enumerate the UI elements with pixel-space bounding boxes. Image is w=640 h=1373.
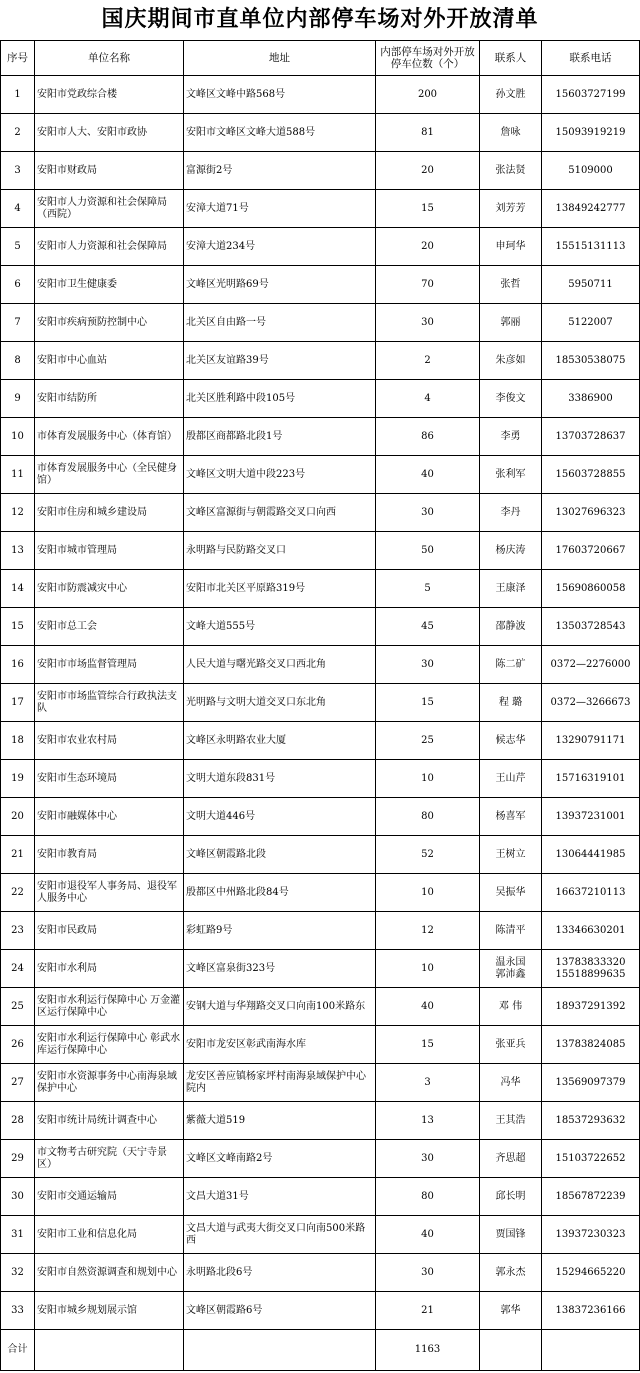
table-row (1, 836, 640, 874)
unit-name: 安阳市水资源事务中心南海泉域保护中心 (35, 1064, 184, 1102)
unit-name: 安阳市城市管理局 (35, 532, 184, 570)
row-number: 18 (1, 722, 35, 760)
contact-person: 李丹 (480, 494, 542, 532)
total-row (1, 1330, 640, 1371)
parking-spaces: 200 (376, 76, 480, 114)
row-number: 20 (1, 798, 35, 836)
table-row (1, 1216, 640, 1254)
parking-spaces: 20 (376, 228, 480, 266)
address: 殷都区商都路北段1号 (184, 418, 376, 456)
parking-spaces: 30 (376, 304, 480, 342)
contact-phone: 0372—2276000 (542, 646, 640, 684)
table-row (1, 380, 640, 418)
row-number: 26 (1, 1026, 35, 1064)
row-number: 11 (1, 456, 35, 494)
contact-person: 申珂华 (480, 228, 542, 266)
unit-name: 安阳市生态环境局 (35, 760, 184, 798)
table-row (1, 570, 640, 608)
unit-name: 安阳市市场监管综合行政执法支队 (35, 684, 184, 722)
table-row (1, 1140, 640, 1178)
address: 文明大道446号 (184, 798, 376, 836)
contact-phone: 13503728543 (542, 608, 640, 646)
table-row (1, 1026, 640, 1064)
table-row (1, 1178, 640, 1216)
unit-name: 安阳市党政综合楼 (35, 76, 184, 114)
unit-name: 安阳市水利运行保障中心 万金灌区运行保障中心 (35, 988, 184, 1026)
contact-person: 张利军 (480, 456, 542, 494)
row-number: 6 (1, 266, 35, 304)
contact-phone: 5109000 (542, 152, 640, 190)
table-row (1, 760, 640, 798)
table-row (1, 494, 640, 532)
address: 光明路与文明大道交叉口东北角 (184, 684, 376, 722)
address: 殷都区中州路北段84号 (184, 874, 376, 912)
contact-person: 陈清平 (480, 912, 542, 950)
table-row (1, 722, 640, 760)
unit-name: 安阳市农业农村局 (35, 722, 184, 760)
row-number: 27 (1, 1064, 35, 1102)
unit-name: 安阳市中心血站 (35, 342, 184, 380)
contact-person: 孙文胜 (480, 76, 542, 114)
unit-name: 安阳市财政局 (35, 152, 184, 190)
contact-phone: 13290791171 (542, 722, 640, 760)
unit-name: 安阳市教育局 (35, 836, 184, 874)
contact-person: 杨庆涛 (480, 532, 542, 570)
contact-phone: 13849242777 (542, 190, 640, 228)
row-number: 12 (1, 494, 35, 532)
contact-person: 贾国锋 (480, 1216, 542, 1254)
unit-name: 安阳市住房和城乡建设局 (35, 494, 184, 532)
contact-person: 朱彦如 (480, 342, 542, 380)
table-row (1, 342, 640, 380)
contact-person: 李勇 (480, 418, 542, 456)
unit-name: 安阳市工业和信息化局 (35, 1216, 184, 1254)
table-row (1, 1064, 640, 1102)
contact-phone: 5950711 (542, 266, 640, 304)
unit-name: 安阳市人大、安阳市政协 (35, 114, 184, 152)
table-row (1, 1254, 640, 1292)
contact-phone-line: 15518899635 (555, 968, 626, 980)
contact-person-line: 温永国 (495, 956, 526, 968)
contact-person: 吴振华 (480, 874, 542, 912)
address: 北关区胜利路中段105号 (184, 380, 376, 418)
table-row (1, 646, 640, 684)
header-no: 序号 (1, 41, 35, 76)
contact-person: 杨喜军 (480, 798, 542, 836)
contact-person: 郭华 (480, 1292, 542, 1330)
contact-phone: 18537293632 (542, 1102, 640, 1140)
address: 龙安区善应镇杨家坪村南海泉域保护中心院内 (184, 1064, 376, 1102)
contact-phone: 15603727199 (542, 76, 640, 114)
table-row (1, 76, 640, 114)
parking-spaces: 40 (376, 1216, 480, 1254)
address: 文峰大道555号 (184, 608, 376, 646)
table-row (1, 190, 640, 228)
row-number: 14 (1, 570, 35, 608)
contact-person: 詹咏 (480, 114, 542, 152)
parking-spaces: 40 (376, 988, 480, 1026)
address: 安阳市龙安区彰武南海水库 (184, 1026, 376, 1064)
contact-person: 冯华 (480, 1064, 542, 1102)
table-row (1, 874, 640, 912)
contact-phone: 13569097379 (542, 1064, 640, 1102)
row-number: 33 (1, 1292, 35, 1330)
address: 安漳大道71号 (184, 190, 376, 228)
contact-phone: 13937230323 (542, 1216, 640, 1254)
contact-person: 邓 伟 (480, 988, 542, 1026)
unit-name: 安阳市结防所 (35, 380, 184, 418)
row-number: 5 (1, 228, 35, 266)
parking-spaces: 3 (376, 1064, 480, 1102)
contact-phone-line: 13783833320 (555, 956, 626, 968)
table-row (1, 608, 640, 646)
contact-person: 王树立 (480, 836, 542, 874)
header-row (1, 41, 640, 76)
table-row (1, 798, 640, 836)
header-spaces: 内部停车场对外开放停车位数（个） (376, 41, 480, 76)
contact-person: 陈二矿 (480, 646, 542, 684)
parking-spaces: 10 (376, 760, 480, 798)
contact-person: 张哲 (480, 266, 542, 304)
parking-spaces: 12 (376, 912, 480, 950)
parking-spaces: 81 (376, 114, 480, 152)
table-row (1, 532, 640, 570)
row-number: 4 (1, 190, 35, 228)
table-row (1, 950, 640, 988)
row-number: 3 (1, 152, 35, 190)
row-number: 19 (1, 760, 35, 798)
row-number: 22 (1, 874, 35, 912)
parking-spaces: 10 (376, 950, 480, 988)
table-row (1, 684, 640, 722)
row-number: 32 (1, 1254, 35, 1292)
row-number: 1 (1, 76, 35, 114)
unit-name: 安阳市城乡规划展示馆 (35, 1292, 184, 1330)
row-number: 8 (1, 342, 35, 380)
unit-name: 安阳市统计局统计调查中心 (35, 1102, 184, 1140)
total-empty-contact (480, 1330, 542, 1371)
contact-phone: 17603720667 (542, 532, 640, 570)
address: 永明路与民防路交叉口 (184, 532, 376, 570)
header-phone: 联系电话 (542, 41, 640, 76)
row-number: 17 (1, 684, 35, 722)
row-number: 23 (1, 912, 35, 950)
contact-phone: 13937231001 (542, 798, 640, 836)
contact-person: 邱长明 (480, 1178, 542, 1216)
address: 文峰区文峰南路2号 (184, 1140, 376, 1178)
unit-name: 安阳市市场监督管理局 (35, 646, 184, 684)
address: 文峰区富源街与朝霞路交叉口向西 (184, 494, 376, 532)
contact-phone: 15103722652 (542, 1140, 640, 1178)
unit-name: 安阳市水利局 (35, 950, 184, 988)
header-contact: 联系人 (480, 41, 542, 76)
row-number: 16 (1, 646, 35, 684)
unit-name: 安阳市人力资源和社会保障局（西院） (35, 190, 184, 228)
table-row (1, 1102, 640, 1140)
unit-name: 安阳市人力资源和社会保障局 (35, 228, 184, 266)
total-empty-unit (35, 1330, 184, 1371)
address: 文昌大道31号 (184, 1178, 376, 1216)
unit-name: 市体育发展服务中心（体育馆） (35, 418, 184, 456)
contact-person (480, 950, 542, 988)
table-row (1, 266, 640, 304)
unit-name: 市体育发展服务中心（全民健身馆） (35, 456, 184, 494)
parking-spaces: 13 (376, 1102, 480, 1140)
table-row (1, 988, 640, 1026)
address: 安阳市文峰区文峰大道588号 (184, 114, 376, 152)
total-empty-address (184, 1330, 376, 1371)
contact-phone: 18937291392 (542, 988, 640, 1026)
table-row (1, 1292, 640, 1330)
unit-name: 安阳市卫生健康委 (35, 266, 184, 304)
row-number: 10 (1, 418, 35, 456)
table-row (1, 228, 640, 266)
contact-person: 李俊文 (480, 380, 542, 418)
parking-spaces: 50 (376, 532, 480, 570)
total-empty-phone (542, 1330, 640, 1371)
address: 文峰区朝霞路北段 (184, 836, 376, 874)
contact-phone (542, 950, 640, 988)
row-number: 2 (1, 114, 35, 152)
parking-spaces: 30 (376, 1254, 480, 1292)
address: 北关区自由路一号 (184, 304, 376, 342)
table-row (1, 152, 640, 190)
parking-spaces: 15 (376, 190, 480, 228)
parking-spaces: 15 (376, 684, 480, 722)
unit-name: 市文物考古研究院（天宁寺景区） (35, 1140, 184, 1178)
contact-person: 郭丽 (480, 304, 542, 342)
address: 永明路北段6号 (184, 1254, 376, 1292)
parking-spaces: 80 (376, 1178, 480, 1216)
unit-name: 安阳市自然资源调查和规划中心 (35, 1254, 184, 1292)
address: 文昌大道与武夷大街交叉口向南500米路西 (184, 1216, 376, 1254)
contact-phone: 13783824085 (542, 1026, 640, 1064)
address: 文峰区文明大道中段223号 (184, 456, 376, 494)
unit-name: 安阳市总工会 (35, 608, 184, 646)
row-number: 9 (1, 380, 35, 418)
parking-spaces: 4 (376, 380, 480, 418)
contact-phone: 13027696323 (542, 494, 640, 532)
total-label: 合计 (1, 1330, 35, 1371)
address: 文峰区文峰中路568号 (184, 76, 376, 114)
header-address: 地址 (184, 41, 376, 76)
parking-spaces: 80 (376, 798, 480, 836)
address: 安漳大道234号 (184, 228, 376, 266)
row-number: 31 (1, 1216, 35, 1254)
parking-spaces: 30 (376, 1140, 480, 1178)
unit-name: 安阳市疾病预防控制中心 (35, 304, 184, 342)
row-number: 13 (1, 532, 35, 570)
address: 安阳市北关区平原路319号 (184, 570, 376, 608)
contact-phone: 13837236166 (542, 1292, 640, 1330)
unit-name: 安阳市水利运行保障中心 彰武水库运行保障中心 (35, 1026, 184, 1064)
address: 文峰区永明路农业大厦 (184, 722, 376, 760)
address: 文明大道东段831号 (184, 760, 376, 798)
unit-name: 安阳市民政局 (35, 912, 184, 950)
contact-person: 候志华 (480, 722, 542, 760)
row-number: 24 (1, 950, 35, 988)
contact-person-line: 郭沛鑫 (495, 968, 526, 980)
row-number: 30 (1, 1178, 35, 1216)
address: 彩虹路9号 (184, 912, 376, 950)
parking-spaces: 86 (376, 418, 480, 456)
contact-person: 刘芳芳 (480, 190, 542, 228)
parking-spaces: 40 (376, 456, 480, 494)
address: 文峰区富泉街323号 (184, 950, 376, 988)
address: 富源街2号 (184, 152, 376, 190)
table-row (1, 418, 640, 456)
contact-person: 王其浩 (480, 1102, 542, 1140)
parking-spaces: 21 (376, 1292, 480, 1330)
address: 安钢大道与华翔路交叉口向南100米路东 (184, 988, 376, 1026)
contact-phone: 15603728855 (542, 456, 640, 494)
unit-name: 安阳市退役军人事务局、退役军人服务中心 (35, 874, 184, 912)
contact-phone: 18530538075 (542, 342, 640, 380)
contact-person: 张法贤 (480, 152, 542, 190)
contact-phone: 15515131113 (542, 228, 640, 266)
parking-spaces: 30 (376, 646, 480, 684)
contact-person: 郭永杰 (480, 1254, 542, 1292)
row-number: 15 (1, 608, 35, 646)
contact-person: 齐思超 (480, 1140, 542, 1178)
row-number: 25 (1, 988, 35, 1026)
contact-phone: 5122007 (542, 304, 640, 342)
row-number: 28 (1, 1102, 35, 1140)
contact-person: 邵静波 (480, 608, 542, 646)
parking-spaces: 20 (376, 152, 480, 190)
contact-phone: 15690860058 (542, 570, 640, 608)
contact-person: 程 璐 (480, 684, 542, 722)
contact-phone: 13703728637 (542, 418, 640, 456)
contact-phone: 13064441985 (542, 836, 640, 874)
table-row (1, 114, 640, 152)
table-body (1, 76, 640, 1330)
contact-phone: 18567872239 (542, 1178, 640, 1216)
total-spaces: 1163 (376, 1330, 480, 1371)
address: 人民大道与曙光路交叉口西北角 (184, 646, 376, 684)
parking-spaces: 70 (376, 266, 480, 304)
contact-person: 张亚兵 (480, 1026, 542, 1064)
parking-spaces: 2 (376, 342, 480, 380)
contact-phone: 16637210113 (542, 874, 640, 912)
parking-spaces: 5 (376, 570, 480, 608)
table-row (1, 912, 640, 950)
row-number: 7 (1, 304, 35, 342)
parking-spaces: 25 (376, 722, 480, 760)
table-row (1, 304, 640, 342)
parking-spaces: 52 (376, 836, 480, 874)
contact-phone: 15294665220 (542, 1254, 640, 1292)
contact-phone: 15716319101 (542, 760, 640, 798)
parking-spaces: 10 (376, 874, 480, 912)
parking-spaces: 30 (376, 494, 480, 532)
address: 紫薇大道519 (184, 1102, 376, 1140)
contact-phone: 15093919219 (542, 114, 640, 152)
unit-name: 安阳市交通运输局 (35, 1178, 184, 1216)
contact-phone: 0372—3266673 (542, 684, 640, 722)
contact-person: 王山芹 (480, 760, 542, 798)
row-number: 21 (1, 836, 35, 874)
contact-person: 王康泽 (480, 570, 542, 608)
parking-spaces: 45 (376, 608, 480, 646)
row-number: 29 (1, 1140, 35, 1178)
unit-name: 安阳市融媒体中心 (35, 798, 184, 836)
table-row (1, 456, 640, 494)
document-title: 国庆期间市直单位内部停车场对外开放清单 (101, 7, 539, 32)
unit-name: 安阳市防震减灾中心 (35, 570, 184, 608)
contact-phone: 13346630201 (542, 912, 640, 950)
parking-spaces: 15 (376, 1026, 480, 1064)
contact-phone: 3386900 (542, 380, 640, 418)
address: 北关区友谊路39号 (184, 342, 376, 380)
header-unit: 单位名称 (35, 41, 184, 76)
parking-list-table (0, 40, 640, 1371)
address: 文峰区光明路69号 (184, 266, 376, 304)
address: 文峰区朝霞路6号 (184, 1292, 376, 1330)
